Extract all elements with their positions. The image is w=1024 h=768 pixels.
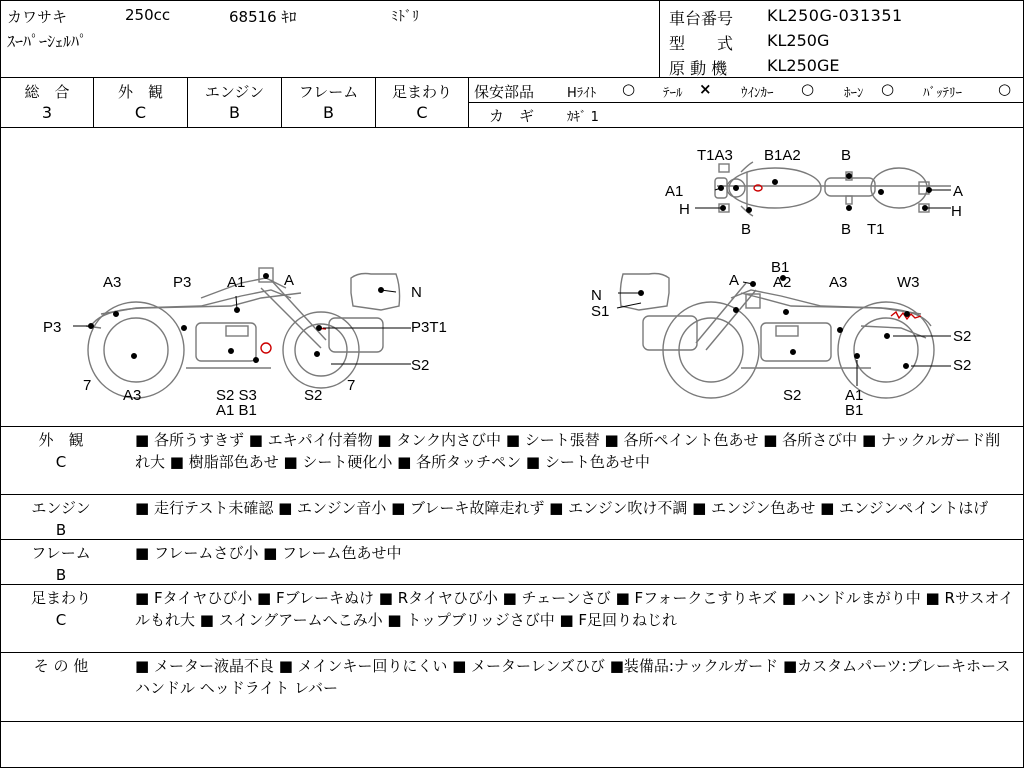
label-left-p3t1: P3T1	[411, 319, 447, 336]
remark-exterior-category: 外 観	[38, 431, 84, 449]
grade-total-value: 3	[41, 103, 53, 122]
label-left-s2s3: S2 S3	[216, 387, 257, 404]
label-right-s1: S1	[591, 303, 610, 320]
grade-exterior-label: 外 観	[117, 83, 163, 101]
maker: カワサキ	[7, 8, 68, 26]
safety-taillight-mark: ×	[699, 80, 712, 98]
remark-exterior-grade: C	[55, 453, 67, 471]
label-right-w3: W3	[897, 274, 920, 291]
remark-exterior-text: ■ 各所うすきず ■ エキパイ付着物 ■ タンク内さび中 ■ シート張替 ■ 各所ペイント色あせ ■ 各所さび中 ■ ナックルガード削れ大 ■ 樹脂部色あせ ■ シート硬化小 ■ 各所タッチペン ■ シート色あせ中	[135, 431, 1001, 471]
type-value: KL250G	[767, 31, 830, 50]
grade-engine-label: エンジン	[204, 83, 265, 101]
color: ﾐﾄﾞﾘ	[391, 9, 419, 25]
label-left-a1: A1	[227, 274, 246, 291]
safety-winker-label: ｳｲﾝｶｰ	[741, 86, 774, 101]
grade-suspension-label: 足まわり	[391, 83, 452, 101]
remark-engine-grade: B	[55, 521, 67, 539]
chassis-label: 車台番号	[669, 9, 734, 28]
label-left-a3-bottom: A3	[123, 387, 142, 404]
label-right-n: N	[591, 287, 602, 304]
safety-headlight-mark: ○	[622, 80, 636, 98]
label-t1a3: T1A3	[697, 147, 733, 164]
remark-engine-category: エンジン	[31, 499, 91, 517]
label-left-a: A	[284, 272, 295, 289]
grade-total-label: 総 合	[24, 83, 70, 101]
label-right-a3: A3	[829, 274, 848, 291]
label-top-a1: A1	[665, 183, 684, 200]
safety-taillight-label: ﾃｰﾙ	[663, 86, 683, 101]
remark-suspension-grade: C	[55, 611, 67, 629]
label-top-a: A	[953, 183, 964, 200]
label-left-7-front: 7	[83, 377, 92, 394]
safety-horn-mark: ○	[881, 80, 895, 98]
label-top-b: B	[841, 147, 852, 164]
safety-battery-label: ﾊﾞｯﾃﾘｰ	[923, 86, 962, 101]
remark-engine-text: ■ 走行テスト未確認 ■ エンジン音小 ■ ブレーキ故障走れず ■ エンジン吹け不調 ■ エンジン色あせ ■ エンジンペイントはげ	[135, 499, 989, 517]
label-right-a1: A1	[845, 387, 864, 404]
label-left-7-rear: 7	[347, 377, 356, 394]
safety-title: 保安部品	[474, 83, 535, 101]
damage-diagram	[1, 128, 1024, 426]
label-top-b-bottom2: B	[841, 221, 852, 238]
grade-engine-value: B	[229, 103, 240, 122]
label-right-b1: B1	[771, 259, 790, 276]
grade-frame-value: B	[323, 103, 334, 122]
safety-winker-mark: ○	[801, 80, 815, 98]
remark-other-text: ■ メーター液晶不良 ■ メインキー回りにくい ■ メーターレンズひび ■装備品:ナックルガード ■カスタムパーツ:ブレーキホース ハンドル ヘッドライト レバー	[135, 657, 1011, 697]
remark-frame-grade: B	[55, 566, 67, 584]
label-top-t1: T1	[867, 221, 885, 238]
type-label: 型 式	[669, 34, 734, 53]
safety-headlight-label: Hﾗｲﾄ	[567, 86, 597, 101]
label-left-n: N	[411, 284, 422, 301]
mileage: 68516 ｷﾛ	[229, 8, 297, 26]
label-left-p3: P3	[173, 274, 192, 291]
label-b1a2: B1A2	[764, 147, 801, 164]
safety-horn-label: ﾎｰﾝ	[844, 86, 864, 101]
remark-suspension-category: 足まわり	[30, 589, 91, 607]
safety-battery-mark: ○	[998, 80, 1012, 98]
label-left-p3-front: P3	[43, 319, 62, 336]
remark-other-category: そ の 他	[33, 657, 89, 675]
label-left-a3: A3	[103, 274, 122, 291]
label-right-s2-upper: S2	[953, 328, 972, 345]
grade-frame-label: フレーム	[298, 83, 359, 101]
remark-frame-category: フレーム	[31, 544, 91, 562]
remark-suspension-text: ■ Fタイヤひび小 ■ Fブレーキぬけ ■ Rタイヤひび小 ■ チェーンさび ■ Fフォークこすりキズ ■ ハンドルまがり中 ■ Rサスオイルもれ大 ■ スイングアームへこみ小 ■ トップブリッジさび中 ■ F足回りねじれ	[135, 589, 1014, 629]
label-left-a1b1: A1 B1	[216, 402, 257, 419]
model-name: ｽｰﾊﾟｰｼｪﾙﾊﾟ	[7, 32, 88, 51]
label-left-s2-bottom: S2	[304, 387, 323, 404]
remark-frame-text: ■ フレームさび小 ■ フレーム色あせ中	[135, 544, 402, 562]
label-left-s2-right: S2	[411, 357, 430, 374]
label-top-b-bottom1: B	[741, 221, 752, 238]
label-right-s2-bottom: S2	[783, 387, 802, 404]
engine-label: 原 動 機	[669, 59, 728, 78]
grade-exterior-value: C	[134, 103, 147, 122]
label-top-h-left: H	[679, 201, 690, 218]
label-right-s2-lower: S2	[953, 357, 972, 374]
chassis-value: KL250G-031351	[767, 6, 903, 25]
label-top-h-right: H	[951, 203, 962, 220]
label-right-a2: A2	[773, 274, 792, 291]
key-label: カ ギ	[489, 107, 535, 125]
displacement: 250cc	[125, 6, 171, 24]
label-right-b1-bottom: B1	[845, 402, 864, 419]
grade-suspension-value: C	[416, 103, 428, 122]
key-value: ｶｷﾞ 1	[567, 110, 599, 125]
label-right-a: A	[729, 272, 740, 289]
engine-value: KL250GE	[767, 56, 840, 75]
